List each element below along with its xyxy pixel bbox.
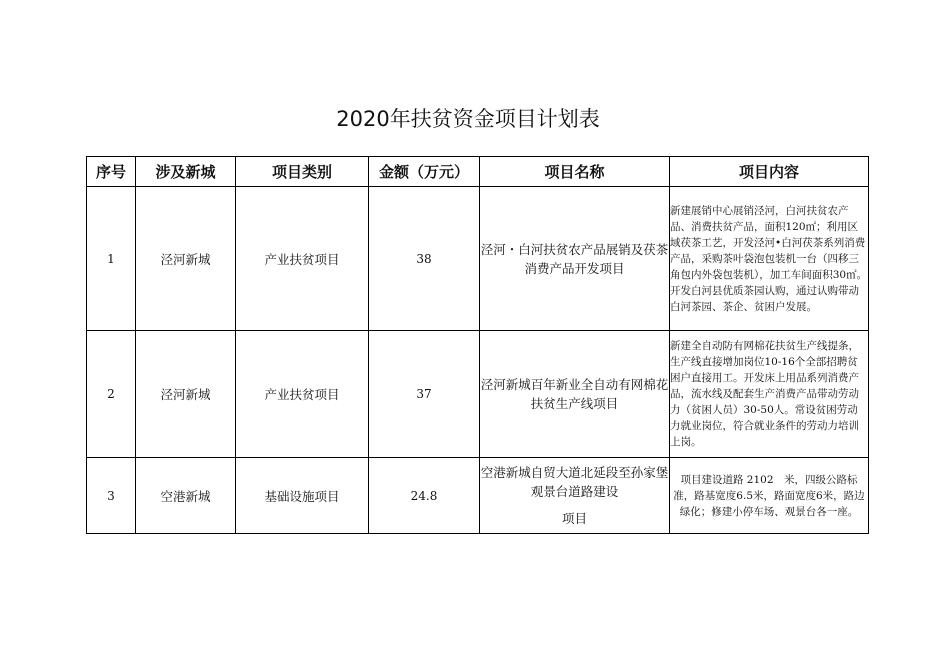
cell-category: 基础设施项目	[236, 458, 369, 534]
cell-amount: 37	[369, 331, 480, 458]
table-row	[87, 458, 869, 534]
cell-amount: 24.8	[369, 458, 480, 534]
cell-project-name: 泾河・白河扶贫农产品展销及茯茶消费产品开发项目	[480, 187, 670, 331]
cell-project-name: 泾河新城百年新业全自动有网棉花扶贫生产线项目	[480, 331, 670, 458]
cell-city: 空港新城	[136, 458, 236, 534]
cell-city: 泾河新城	[136, 187, 236, 331]
cell-project-content: 新建展销中心展销泾河，白河扶贫农产品、消费扶贫产品，面积120㎡；利用区域茯茶工艺，开发泾河•白河茯茶系列消费产品，采购茶叶袋泡包装机一台（四移三角包内外袋包装机），加工车间面积30㎡。开发白河县优质茶园认购，通过认购带动白河茶园、茶企、贫困户发展。	[670, 187, 869, 331]
project-name-text: 空港新城自贸大道北延段至孙家堡观景台道路建设	[480, 465, 669, 499]
cell-category: 产业扶贫项目	[236, 187, 369, 331]
cell-project-content: 新建全自动防有网棉花扶贫生产线提条，生产线直接增加岗位10-16个全部招聘贫困户直接用工。开发床上用品系列消费产品，流水线及配套生产消费产品带动劳动力（贫困人员）30-50人。常设贫困劳动力就业岗位，符合就业条件的劳动力培训上岗。	[670, 331, 869, 458]
cell-amount: 38	[369, 187, 480, 331]
header-city: 涉及新城	[136, 157, 236, 187]
header-project-content: 项目内容	[670, 157, 869, 187]
cell-serial: 2	[87, 331, 136, 458]
cell-city: 泾河新城	[136, 331, 236, 458]
cell-category: 产业扶贫项目	[236, 331, 369, 458]
table-header-row	[87, 157, 869, 187]
cell-project-name	[480, 458, 670, 534]
header-amount: 金额（万元）	[369, 157, 480, 187]
header-category: 项目类别	[236, 157, 369, 187]
header-serial: 序号	[87, 157, 136, 187]
header-project-name: 项目名称	[480, 157, 670, 187]
table-row	[87, 187, 869, 331]
page-title: 2020年扶贫资金项目计划表	[336, 107, 600, 131]
project-plan-table	[86, 156, 869, 534]
cell-project-content: 项目建设道路 2102 米，四级公路标准，路基宽度6.5米，路面宽度6米，路边绿化；修建小停车场、观景台各一座。	[670, 458, 869, 534]
table-row	[87, 331, 869, 458]
cell-serial: 1	[87, 187, 136, 331]
cell-serial: 3	[87, 458, 136, 534]
project-name-suffix: 项目	[561, 511, 587, 526]
